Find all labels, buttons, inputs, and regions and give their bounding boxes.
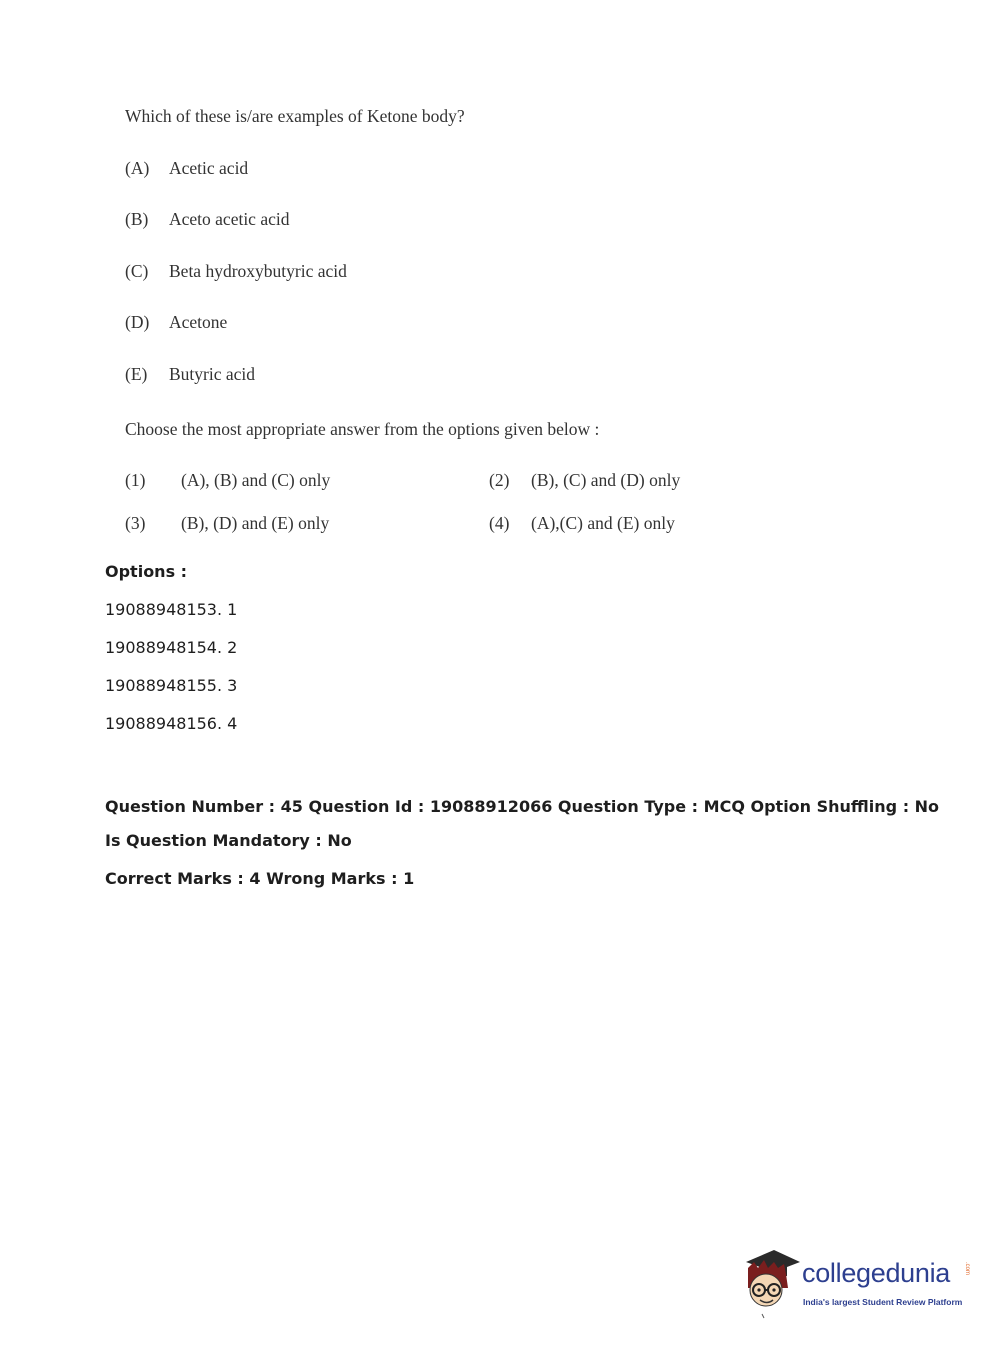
choice-number: (2) — [489, 470, 510, 490]
options-heading: Options : — [105, 562, 188, 581]
logo-tagline: India's largest Student Review Platform — [803, 1297, 963, 1307]
mascot-icon — [740, 1248, 802, 1320]
item-text: Acetone — [169, 312, 228, 332]
item-text: Butyric acid — [169, 364, 256, 384]
item-letter: (A) — [125, 158, 150, 178]
option-id: 19088948153. 1 — [105, 600, 238, 619]
choice-number: (3) — [125, 513, 146, 533]
choice-text: (B), (C) and (D) only — [531, 470, 681, 490]
logo-wordmark: collegedunia — [802, 1258, 951, 1288]
item-letter: (C) — [125, 261, 149, 281]
meta-line-1: Question Number : 45 Question Id : 19088912066 Question Type : MCQ Option Shuffling : No — [105, 797, 940, 816]
choice-text: (B), (D) and (E) only — [181, 513, 330, 533]
item-text: Acetic acid — [169, 158, 249, 178]
meta-line-2: Is Question Mandatory : No — [105, 831, 352, 850]
item-letter: (D) — [125, 312, 150, 332]
instruction-text: Choose the most appropriate answer from the options given below : — [125, 419, 600, 439]
choice-text: (A),(C) and (E) only — [531, 513, 675, 533]
choice-text: (A), (B) and (C) only — [181, 470, 331, 490]
option-id: 19088948155. 3 — [105, 676, 238, 695]
item-text: Beta hydroxybutyric acid — [169, 261, 347, 281]
collegedunia-logo — [740, 1248, 972, 1320]
item-letter: (B) — [125, 209, 149, 229]
item-letter: (E) — [125, 364, 148, 384]
choice-number: (1) — [125, 470, 146, 490]
choice-number: (4) — [489, 513, 510, 533]
question-text: Which of these is/are examples of Ketone body? — [125, 106, 465, 126]
item-text: Aceto acetic acid — [169, 209, 290, 229]
option-id: 19088948156. 4 — [105, 714, 238, 733]
meta-line-3: Correct Marks : 4 Wrong Marks : 1 — [105, 869, 415, 888]
option-id: 19088948154. 2 — [105, 638, 238, 657]
logo-com: .com — [964, 1262, 970, 1276]
